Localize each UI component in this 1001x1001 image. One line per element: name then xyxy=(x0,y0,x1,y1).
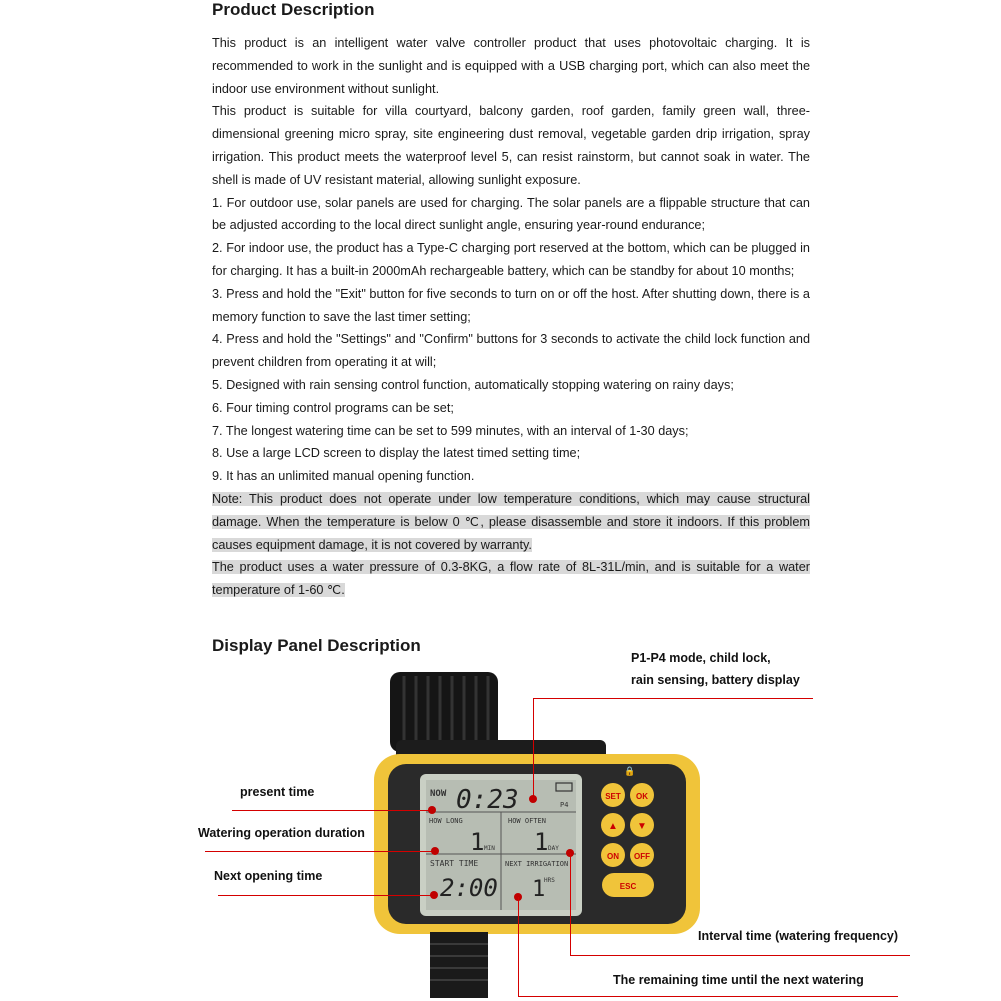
lcd-min-unit: MIN xyxy=(484,845,495,852)
feature-item-1: 1. For outdoor use, solar panels are used for charging. The solar panels are a flippable structure that can be adjusted according to the local direct sunlight angle, ensuring year-round endurance; xyxy=(212,195,810,233)
lcd-hrs-unit: HRS xyxy=(544,877,555,884)
feature-item-5: 5. Designed with rain sensing control function, automatically stopping watering on rainy days; xyxy=(212,377,734,392)
lcd-how-long-label: HOW LONG xyxy=(429,817,463,825)
paragraph-intro: This product is an intelligent water valve controller product that uses photovoltaic charging. It is recommended to work in the sunlight and is equipped with a USB charging port, which can also meet the indoor use environment without sunlight. xyxy=(212,36,810,96)
callout-mode-line2: rain sensing, battery display xyxy=(631,673,800,687)
callout-interval-vertical xyxy=(570,853,571,955)
callout-duration: Watering operation duration xyxy=(198,826,365,840)
esc-button-label: ESC xyxy=(619,882,637,891)
lcd-next-irrigation-label: NEXT IRRIGATION xyxy=(505,860,569,868)
product-description-body xyxy=(212,32,810,602)
callout-next-opening-line xyxy=(218,895,434,896)
off-button-label: OFF xyxy=(634,852,650,861)
callout-present-time: present time xyxy=(240,785,315,799)
callout-interval-line xyxy=(570,955,910,956)
callout-duration-dot xyxy=(431,847,439,855)
note-specs: The product uses a water pressure of 0.3-8KG, a flow rate of 8L-31L/min, and is suitable for a water temperature of 1-60 ℃. xyxy=(212,560,810,598)
feature-item-7: 7. The longest watering time can be set to 599 minutes, with an interval of 1-30 days; xyxy=(212,423,689,438)
callout-mode-dot xyxy=(529,795,537,803)
callout-mode-line1: P1-P4 mode, child lock, xyxy=(631,651,771,665)
feature-item-9: 9. It has an unlimited manual opening function. xyxy=(212,469,475,484)
lcd-how-often-value: 1 xyxy=(534,828,549,856)
lock-icon: 🔒 xyxy=(624,766,636,776)
callout-remaining-line xyxy=(518,996,898,997)
product-description-heading: Product Description xyxy=(212,0,375,19)
callout-present-time-line xyxy=(232,810,432,811)
lcd-start-time-label: START TIME xyxy=(430,859,479,868)
down-arrow-icon: ▼ xyxy=(637,821,647,832)
callout-remaining: The remaining time until the next watering xyxy=(613,973,864,987)
feature-item-3: 3. Press and hold the "Exit" button for five seconds to turn on or off the host. After shutting down, there is a memory function to save the last timer setting; xyxy=(212,286,810,324)
feature-item-8: 8. Use a large LCD screen to display the latest timed setting time; xyxy=(212,446,581,461)
callout-mode-vertical xyxy=(533,698,534,798)
lcd-how-often-label: HOW OFTEN xyxy=(508,817,546,825)
feature-item-4: 4. Press and hold the "Settings" and "Confirm" buttons for 3 seconds to activate the child lock function and prevent children from operating it at will; xyxy=(212,332,810,370)
bottom-connector xyxy=(430,932,488,998)
callout-interval: Interval time (watering frequency) xyxy=(698,929,899,943)
on-button-label: ON xyxy=(607,852,619,861)
up-arrow-icon: ▲ xyxy=(608,821,618,832)
callout-remaining-vertical xyxy=(518,897,519,997)
lcd-program: P4 xyxy=(560,801,569,809)
callout-duration-line xyxy=(205,851,435,852)
set-button-label: SET xyxy=(605,792,621,801)
lcd-next-value: 1 xyxy=(532,877,546,902)
paragraph-usage: This product is suitable for villa courtyard, balcony garden, roof garden, family green wall, three-dimensional greening micro spray, site engineering dust removal, vegetable garden drip irrigation, spray irrigation. This product meets the waterproof level 5, can resist rainstorm, but cannot soak in water. The shell is made of UV resistant material, allowing sunlight exposure. xyxy=(212,104,810,187)
callout-mode-line xyxy=(533,698,813,699)
lcd-present-time: 0:23 xyxy=(456,785,519,815)
device-illustration xyxy=(370,668,705,1000)
callout-next-opening-dot xyxy=(430,891,438,899)
callout-next-opening: Next opening time xyxy=(214,869,323,883)
feature-item-6: 6. Four timing control programs can be set; xyxy=(212,400,454,415)
note-warning: Note: This product does not operate under low temperature conditions, which may cause structural damage. When the temperature is below 0 ℃, please disassemble and store it indoors. If this problem causes equipment damage, it is not covered by warranty. xyxy=(212,491,810,552)
lcd-day-unit: DAY xyxy=(548,845,559,852)
callout-present-time-dot xyxy=(428,806,436,814)
lcd-start-time-value: 2:00 xyxy=(440,874,498,902)
lcd-now-label: NOW xyxy=(430,789,447,799)
display-panel-heading: Display Panel Description xyxy=(212,636,421,655)
ok-button-label: OK xyxy=(636,792,648,801)
lcd-how-long-value: 1 xyxy=(470,828,485,856)
feature-item-2: 2. For indoor use, the product has a Type-C charging port reserved at the bottom, which can be plugged in for charging. It has a built-in 2000mAh rechargeable battery, which can be standby for about 10 months; xyxy=(212,241,810,278)
